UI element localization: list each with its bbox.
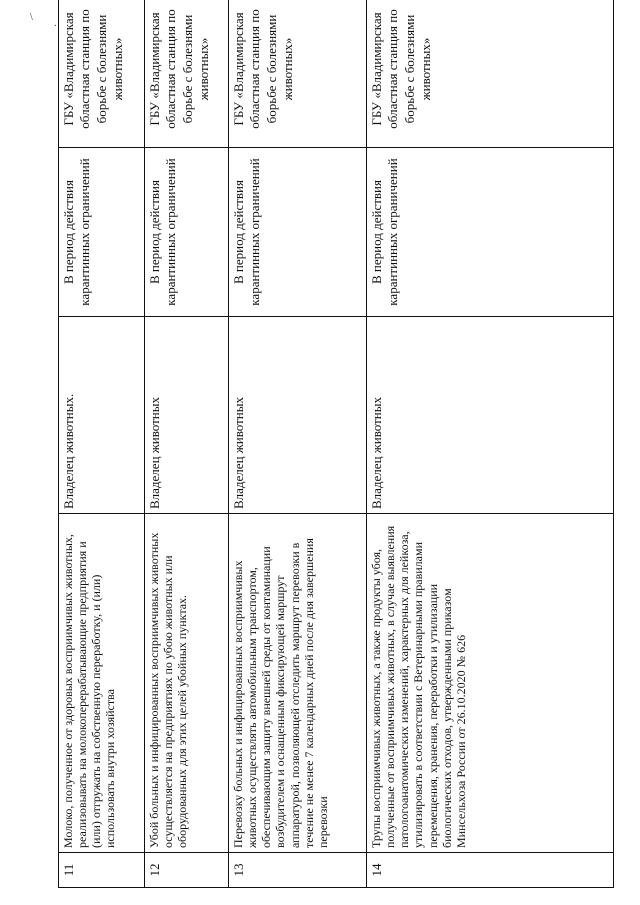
table-row: [145, 0, 229, 888]
responsible-party: Владелец животных: [145, 317, 229, 514]
table-row: [367, 0, 614, 888]
rotated-table-wrapper: [58, 9, 613, 888]
measure-term: В период действия карантинных ограничений: [59, 148, 145, 317]
measure-description: Трупы восприимчивых животных, а также продукты убоя, полученные от восприимчивых животных, в случае выявления патологоанатомических изменений, характерных для лейкоза, утилизировать в соответствии с Ветеринарными правилами перемещения, хранения, переработки и утилизации биологических отходов, утвержденными приказом Минсельхоза России от 26.10.2020 № 626: [367, 514, 614, 853]
responsible-organization: ГБУ «Владимирская областная станция по борьбе с болезнями животных»: [145, 0, 229, 148]
measure-term: В период действия карантинных ограничений: [145, 148, 229, 317]
row-number: 11: [59, 853, 145, 888]
responsible-party: Владелец животных.: [59, 317, 145, 514]
measure-description: Перевозку больных и инфицированных восприимчивых животных осуществлять автомобильным транспортом, обеспечивающим защиту внешней среды от контаминации возбудителем и оснащенным фиксирующей маршрут аппаратурой, позволяющей отследить маршрут перевозки в течение не менее 7 календарных дней после дня завершения перевозки: [229, 514, 367, 853]
responsible-organization: ГБУ «Владимирская областная станция по борьбе с болезнями животных»: [229, 0, 367, 148]
scan-mark: \: [30, 12, 33, 23]
responsible-party: Владелец животных: [229, 317, 367, 514]
row-number: 13: [229, 853, 367, 888]
responsible-organization: ГБУ «Владимирская областная станция по борьбе с болезнями животных»: [367, 0, 614, 148]
measure-description: Убой больных и инфицированных восприимчивых животных осуществляется на предприятиях по убою животных или оборудованных для этих целей убойных пунктах.: [145, 514, 229, 853]
measure-term: В период действия карантинных ограничений: [367, 148, 614, 317]
responsible-organization: ГБУ «Владимирская областная станция по борьбе с болезнями животных»: [59, 0, 145, 148]
row-number: 14: [367, 853, 614, 888]
row-number: 12: [145, 853, 229, 888]
scan-mark: .: [54, 18, 57, 29]
table-row: [229, 0, 367, 888]
measure-description: Молоко, полученное от здоровых восприимчивых животных, реализовывать на молокоперерабатывающие предприятия и (или) отгружать на собственную переработку, и (или) использовать внутри хозяйства: [59, 514, 145, 853]
responsible-party: Владелец животных: [367, 317, 614, 514]
table-row: [59, 0, 145, 888]
measures-table: [58, 0, 614, 888]
measure-term: В период действия карантинных ограничений: [229, 148, 367, 317]
